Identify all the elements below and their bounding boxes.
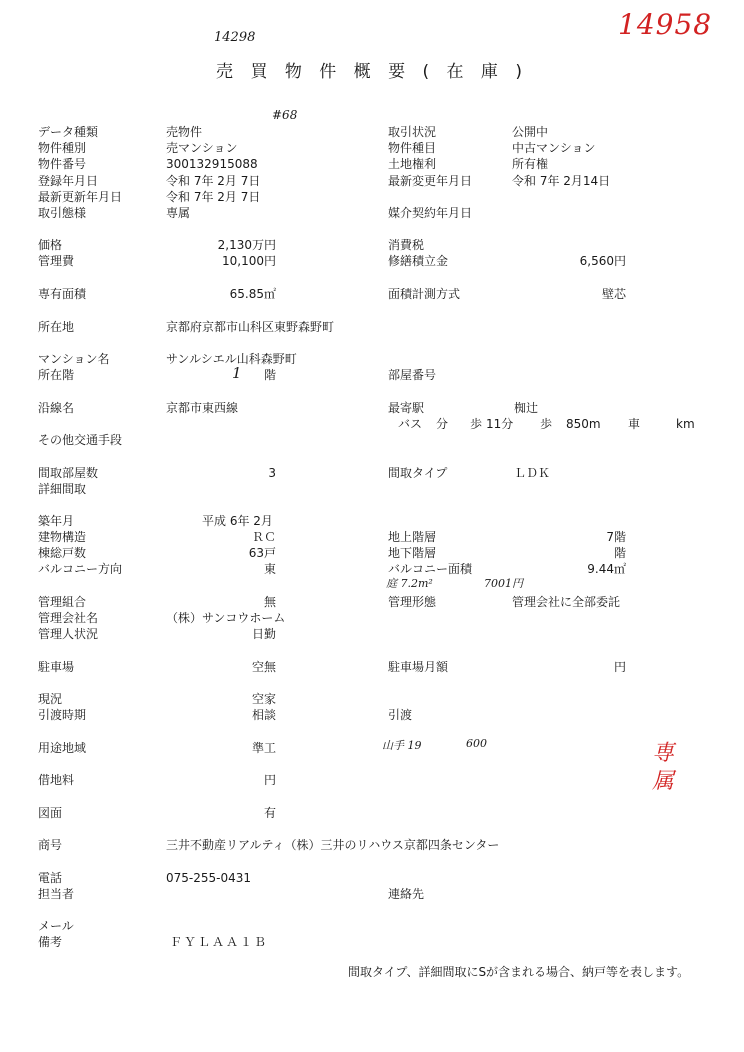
label-renewed-date: 最新更新年月日 bbox=[38, 190, 123, 204]
page-title: 売 買 物 件 概 要 ( 在 庫 ) bbox=[216, 62, 528, 82]
label-property-class: 物件種別 bbox=[38, 141, 87, 155]
label-property-no: 物件番号 bbox=[38, 157, 87, 171]
handwritten-number-top-right: 14958 bbox=[618, 8, 713, 41]
label-phone: 電話 bbox=[38, 871, 63, 885]
value-mgmt-fee: 10,100円 bbox=[222, 254, 276, 268]
handwritten-number-top-left: 14298 bbox=[214, 30, 256, 45]
label-area: 専有面積 bbox=[38, 287, 87, 301]
label-current: 現況 bbox=[38, 692, 63, 706]
label-manager-status: 管理人状況 bbox=[38, 627, 99, 641]
value-item-class: 中古マンション bbox=[512, 141, 596, 155]
label-handover: 引渡 bbox=[388, 708, 413, 722]
handwritten-mark-near-title: #68 bbox=[272, 108, 298, 122]
label-contact: 連絡先 bbox=[388, 887, 425, 901]
label-floors-above: 地上階層 bbox=[388, 530, 437, 544]
access-walk-label: 歩 bbox=[470, 417, 483, 431]
value-line: 京都市東西線 bbox=[166, 401, 239, 415]
label-changed-date: 最新変更年月日 bbox=[388, 174, 473, 188]
value-area: 65.85㎡ bbox=[229, 287, 276, 301]
label-transaction-mode: 取引態様 bbox=[38, 206, 87, 220]
value-repair-reserve: 6,560円 bbox=[579, 254, 626, 268]
handwritten-usage-note: 山手 19 bbox=[382, 739, 422, 752]
label-land-rent: 借地料 bbox=[38, 773, 75, 787]
value-remarks: ＦＹＬＡＡ１Ｂ bbox=[170, 935, 269, 949]
handwritten-stamp-exclusive: 専属 bbox=[652, 741, 675, 794]
label-area-method: 面積計測方式 bbox=[388, 287, 461, 301]
label-brokerage-date: 媒介契約年月日 bbox=[388, 206, 473, 220]
value-station: 椥辻 bbox=[514, 401, 539, 415]
value-mgmt-company: （株）サンコウホーム bbox=[166, 611, 286, 625]
label-mgmt-assoc: 管理組合 bbox=[38, 595, 87, 609]
label-room-no: 部屋番号 bbox=[388, 368, 437, 382]
label-direction: バルコニー方向 bbox=[38, 562, 123, 576]
label-land-right: 土地権利 bbox=[388, 157, 437, 171]
label-status: 取引状況 bbox=[388, 125, 437, 139]
label-floors-below: 地下階層 bbox=[388, 546, 437, 560]
value-layout-type: ＬＤＫ bbox=[514, 466, 551, 480]
value-structure: ＲＣ bbox=[251, 530, 276, 544]
label-built: 築年月 bbox=[38, 514, 75, 528]
access-bus-minutes: 分 bbox=[436, 417, 449, 431]
value-floors-above: 7階 bbox=[606, 530, 626, 544]
value-handover-time: 相談 bbox=[251, 708, 276, 722]
label-data-type: データ種類 bbox=[38, 125, 99, 139]
value-trade-name: 三井不動産リアルティ（株）三井のリハウス京都四条センター bbox=[166, 838, 500, 852]
label-layout-type: 間取タイプ bbox=[388, 466, 448, 480]
value-mgmt-form: 管理会社に全部委託 bbox=[512, 595, 621, 609]
label-floor: 所在階 bbox=[38, 368, 75, 382]
access-walk-label-2: 歩 bbox=[540, 417, 553, 431]
value-property-class: 売マンション bbox=[166, 141, 238, 155]
access-distance: 850m bbox=[566, 417, 601, 431]
access-bus: バス bbox=[398, 417, 423, 431]
label-mansion-name: マンション名 bbox=[38, 352, 110, 366]
value-units: 63戸 bbox=[248, 546, 276, 560]
label-other-transport: その他交通手段 bbox=[38, 433, 123, 447]
value-built: 平成 6年 2月 bbox=[202, 514, 273, 528]
value-registered-date: 令和 7年 2月 7日 bbox=[166, 174, 261, 188]
value-rooms: 3 bbox=[268, 466, 276, 480]
access-car: 車 bbox=[628, 417, 641, 431]
access-km: km bbox=[676, 417, 695, 431]
value-land-rent: 円 bbox=[263, 773, 276, 787]
label-parking-fee: 駐車場月額 bbox=[388, 660, 449, 674]
handwritten-floor-number: 1 bbox=[232, 364, 242, 382]
label-drawing: 図面 bbox=[38, 806, 63, 820]
label-parking: 駐車場 bbox=[38, 660, 75, 674]
label-line: 沿線名 bbox=[38, 401, 75, 415]
handwritten-balcony-note: 庭 7.2m² bbox=[386, 577, 433, 590]
value-location: 京都府京都市山科区東野森野町 bbox=[166, 320, 335, 334]
label-location: 所在地 bbox=[38, 320, 75, 334]
value-phone: 075-255-0431 bbox=[166, 871, 252, 885]
value-floors-below: 階 bbox=[613, 546, 626, 560]
label-mgmt-fee: 管理費 bbox=[38, 254, 75, 268]
label-mail: メール bbox=[38, 919, 74, 933]
value-property-no: 300132915088 bbox=[166, 157, 258, 171]
label-structure: 建物構造 bbox=[38, 530, 87, 544]
footer-note: 間取タイプ、詳細間取にSが含まれる場合、納戸等を表します。 bbox=[348, 965, 690, 979]
label-trade-name: 商号 bbox=[38, 838, 63, 852]
value-mgmt-assoc: 無 bbox=[263, 595, 276, 609]
value-status: 公開中 bbox=[512, 125, 549, 139]
value-current: 空家 bbox=[251, 692, 276, 706]
value-mansion-name: サンルシエル山科森野町 bbox=[166, 352, 297, 366]
label-tax: 消費税 bbox=[388, 238, 425, 252]
access-walk-minutes: 11分 bbox=[486, 417, 514, 431]
label-units: 棟総戸数 bbox=[38, 546, 87, 560]
value-parking: 空無 bbox=[251, 660, 276, 674]
label-registered-date: 登録年月日 bbox=[38, 174, 99, 188]
value-balcony-area: 9.44㎡ bbox=[587, 562, 626, 576]
value-area-method: 壁芯 bbox=[601, 287, 626, 301]
label-layout-detail: 詳細間取 bbox=[38, 482, 87, 496]
label-balcony-area: バルコニー面積 bbox=[388, 562, 473, 576]
value-land-right: 所有権 bbox=[512, 157, 549, 171]
value-direction: 東 bbox=[263, 562, 276, 576]
value-drawing: 有 bbox=[263, 806, 276, 820]
label-handover-time: 引渡時期 bbox=[38, 708, 87, 722]
value-transaction-mode: 専属 bbox=[166, 206, 191, 220]
label-mgmt-form: 管理形態 bbox=[388, 595, 437, 609]
value-renewed-date: 令和 7年 2月 7日 bbox=[166, 190, 261, 204]
label-station: 最寄駅 bbox=[388, 401, 425, 415]
label-remarks: 備考 bbox=[38, 935, 63, 949]
label-mgmt-company: 管理会社名 bbox=[38, 611, 99, 625]
value-price: 2,130万円 bbox=[217, 238, 276, 252]
value-changed-date: 令和 7年 2月14日 bbox=[512, 174, 611, 188]
handwritten-usage-note-2: 600 bbox=[466, 737, 487, 750]
value-manager-status: 日勤 bbox=[251, 627, 276, 641]
label-rooms: 間取部屋数 bbox=[38, 466, 99, 480]
value-zoning: 準工 bbox=[251, 741, 276, 755]
handwritten-balcony-note-2: 7001円 bbox=[484, 577, 523, 590]
value-parking-fee: 円 bbox=[613, 660, 626, 674]
label-price: 価格 bbox=[38, 238, 63, 252]
label-repair-reserve: 修繕積立金 bbox=[388, 254, 449, 268]
value-data-type: 売物件 bbox=[166, 125, 203, 139]
value-floor-unit: 階 bbox=[264, 368, 277, 382]
label-zoning: 用途地域 bbox=[38, 741, 87, 755]
label-item-class: 物件種目 bbox=[388, 141, 437, 155]
label-person: 担当者 bbox=[38, 887, 75, 901]
